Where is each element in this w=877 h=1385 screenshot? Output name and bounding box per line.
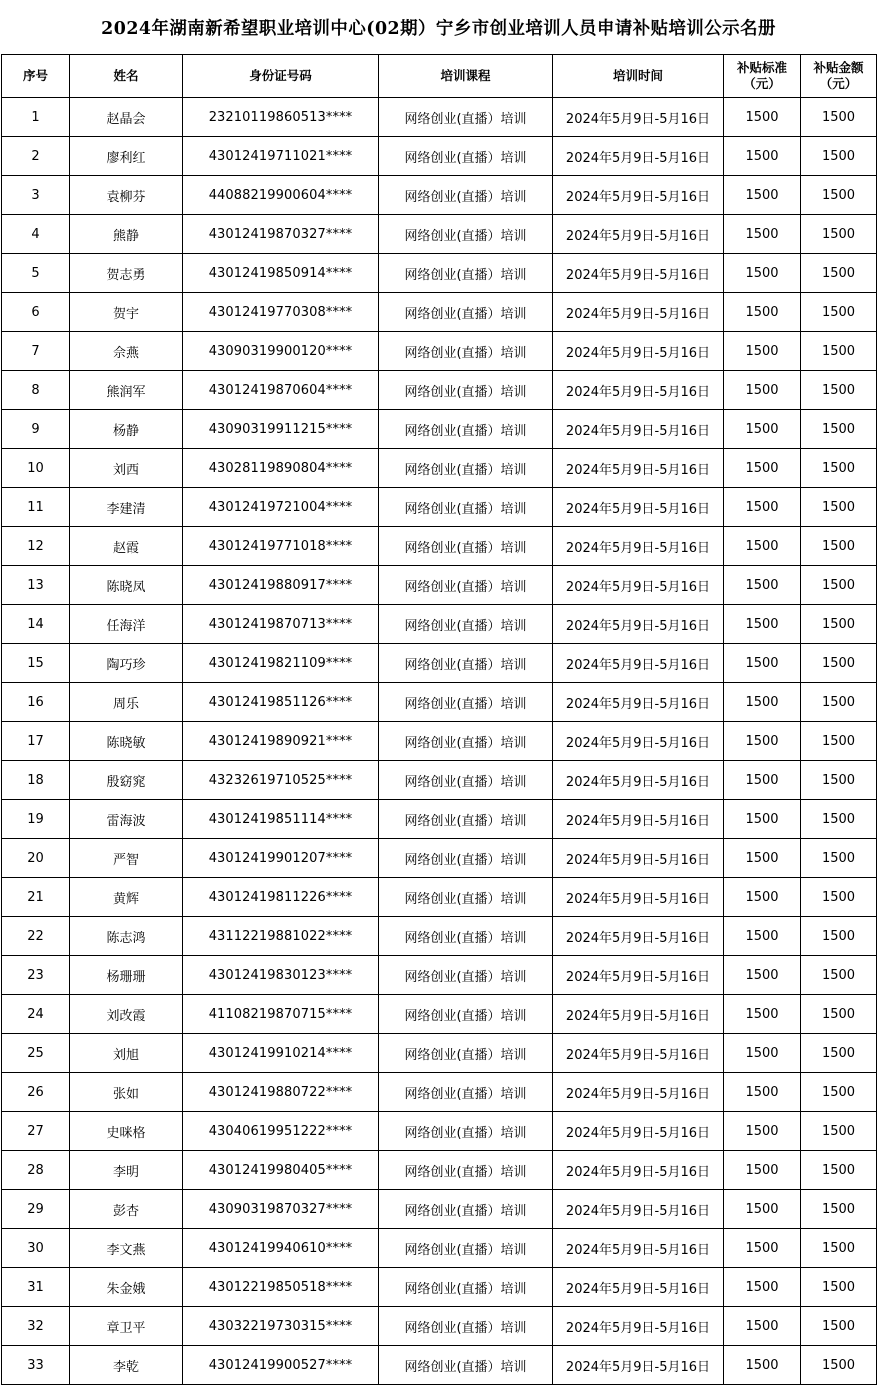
table-row	[2, 1190, 877, 1229]
page-title: 2024年湖南新希望职业培训中心(02期）宁乡市创业培训人员申请补贴培训公示名册	[101, 19, 776, 39]
cell-course: 网络创业(直播）培训	[379, 527, 553, 566]
cell-name: 李建清	[70, 488, 183, 527]
cell-id-number: 43012419771018****	[183, 527, 379, 566]
cell-name: 陈志鸿	[70, 917, 183, 956]
header-id-number: 身份证号码	[183, 55, 379, 98]
header-standard-line2: （元）	[743, 76, 781, 91]
cell-time: 2024年5月9日-5月16日	[553, 761, 724, 800]
cell-name: 陶巧珍	[70, 644, 183, 683]
cell-standard: 1500	[724, 956, 801, 995]
cell-standard: 1500	[724, 644, 801, 683]
cell-time: 2024年5月9日-5月16日	[553, 683, 724, 722]
cell-time: 2024年5月9日-5月16日	[553, 839, 724, 878]
cell-id-number: 43012419721004****	[183, 488, 379, 527]
cell-course: 网络创业(直播）培训	[379, 293, 553, 332]
cell-standard: 1500	[724, 839, 801, 878]
cell-amount: 1500	[801, 1229, 877, 1268]
cell-name: 周乐	[70, 683, 183, 722]
cell-time: 2024年5月9日-5月16日	[553, 137, 724, 176]
cell-standard: 1500	[724, 1151, 801, 1190]
cell-course: 网络创业(直播）培训	[379, 1151, 553, 1190]
cell-course: 网络创业(直播）培训	[379, 449, 553, 488]
cell-standard: 1500	[724, 605, 801, 644]
cell-amount: 1500	[801, 137, 877, 176]
cell-time: 2024年5月9日-5月16日	[553, 956, 724, 995]
cell-amount: 1500	[801, 683, 877, 722]
cell-time: 2024年5月9日-5月16日	[553, 1034, 724, 1073]
cell-amount: 1500	[801, 371, 877, 410]
cell-name: 刘西	[70, 449, 183, 488]
table-row	[2, 1073, 877, 1112]
cell-name: 袁柳芬	[70, 176, 183, 215]
cell-seq: 3	[2, 176, 70, 215]
cell-standard: 1500	[724, 332, 801, 371]
cell-time: 2024年5月9日-5月16日	[553, 644, 724, 683]
cell-course: 网络创业(直播）培训	[379, 1268, 553, 1307]
cell-course: 网络创业(直播）培训	[379, 1307, 553, 1346]
cell-amount: 1500	[801, 1034, 877, 1073]
cell-course: 网络创业(直播）培训	[379, 644, 553, 683]
cell-standard: 1500	[724, 293, 801, 332]
cell-course: 网络创业(直播）培训	[379, 1034, 553, 1073]
cell-amount: 1500	[801, 293, 877, 332]
cell-course: 网络创业(直播）培训	[379, 995, 553, 1034]
cell-name: 陈晓凤	[70, 566, 183, 605]
cell-course: 网络创业(直播）培训	[379, 956, 553, 995]
cell-amount: 1500	[801, 1346, 877, 1385]
cell-standard: 1500	[724, 761, 801, 800]
cell-standard: 1500	[724, 215, 801, 254]
cell-id-number: 43012419821109****	[183, 644, 379, 683]
cell-time: 2024年5月9日-5月16日	[553, 917, 724, 956]
cell-name: 章卫平	[70, 1307, 183, 1346]
cell-standard: 1500	[724, 566, 801, 605]
cell-course: 网络创业(直播）培训	[379, 566, 553, 605]
cell-id-number: 43012419980405****	[183, 1151, 379, 1190]
cell-time: 2024年5月9日-5月16日	[553, 293, 724, 332]
cell-name: 赵霞	[70, 527, 183, 566]
cell-amount: 1500	[801, 878, 877, 917]
header-standard-line1: 补贴标准	[736, 60, 787, 75]
cell-course: 网络创业(直播）培训	[379, 371, 553, 410]
cell-course: 网络创业(直播）培训	[379, 215, 553, 254]
header-row	[2, 55, 877, 98]
cell-name: 贺志勇	[70, 254, 183, 293]
cell-time: 2024年5月9日-5月16日	[553, 566, 724, 605]
cell-standard: 1500	[724, 488, 801, 527]
cell-seq: 5	[2, 254, 70, 293]
cell-amount: 1500	[801, 800, 877, 839]
cell-time: 2024年5月9日-5月16日	[553, 527, 724, 566]
header-amount-line2: （元）	[819, 76, 858, 91]
cell-course: 网络创业(直播）培训	[379, 839, 553, 878]
cell-amount: 1500	[801, 722, 877, 761]
cell-id-number: 43012419830123****	[183, 956, 379, 995]
cell-id-number: 43028119890804****	[183, 449, 379, 488]
roster-table	[1, 54, 877, 1385]
cell-seq: 12	[2, 527, 70, 566]
cell-name: 贺宇	[70, 293, 183, 332]
cell-seq: 10	[2, 449, 70, 488]
cell-time: 2024年5月9日-5月16日	[553, 722, 724, 761]
cell-id-number: 43012419770308****	[183, 293, 379, 332]
cell-name: 杨静	[70, 410, 183, 449]
cell-seq: 8	[2, 371, 70, 410]
cell-name: 李明	[70, 1151, 183, 1190]
table-row	[2, 293, 877, 332]
cell-standard: 1500	[724, 1307, 801, 1346]
cell-time: 2024年5月9日-5月16日	[553, 1112, 724, 1151]
cell-seq: 13	[2, 566, 70, 605]
cell-amount: 1500	[801, 1073, 877, 1112]
cell-seq: 33	[2, 1346, 70, 1385]
cell-time: 2024年5月9日-5月16日	[553, 1229, 724, 1268]
cell-seq: 21	[2, 878, 70, 917]
cell-id-number: 43040619951222****	[183, 1112, 379, 1151]
header-name: 姓名	[70, 55, 183, 98]
cell-seq: 32	[2, 1307, 70, 1346]
cell-standard: 1500	[724, 917, 801, 956]
cell-amount: 1500	[801, 605, 877, 644]
cell-standard: 1500	[724, 449, 801, 488]
cell-standard: 1500	[724, 800, 801, 839]
cell-standard: 1500	[724, 98, 801, 137]
cell-amount: 1500	[801, 98, 877, 137]
cell-time: 2024年5月9日-5月16日	[553, 1151, 724, 1190]
cell-id-number: 43012419711021****	[183, 137, 379, 176]
cell-seq: 23	[2, 956, 70, 995]
cell-time: 2024年5月9日-5月16日	[553, 605, 724, 644]
cell-name: 刘改霞	[70, 995, 183, 1034]
cell-id-number: 43012419900527****	[183, 1346, 379, 1385]
cell-id-number: 43012419851126****	[183, 683, 379, 722]
cell-seq: 20	[2, 839, 70, 878]
cell-seq: 15	[2, 644, 70, 683]
cell-seq: 17	[2, 722, 70, 761]
table-row	[2, 137, 877, 176]
cell-amount: 1500	[801, 254, 877, 293]
cell-amount: 1500	[801, 839, 877, 878]
cell-amount: 1500	[801, 566, 877, 605]
cell-name: 严智	[70, 839, 183, 878]
cell-id-number: 43012419851114****	[183, 800, 379, 839]
cell-standard: 1500	[724, 1268, 801, 1307]
cell-course: 网络创业(直播）培训	[379, 878, 553, 917]
cell-standard: 1500	[724, 410, 801, 449]
cell-name: 任海洋	[70, 605, 183, 644]
cell-time: 2024年5月9日-5月16日	[553, 410, 724, 449]
cell-time: 2024年5月9日-5月16日	[553, 215, 724, 254]
header-time: 培训时间	[553, 55, 724, 98]
cell-course: 网络创业(直播）培训	[379, 800, 553, 839]
table-row	[2, 566, 877, 605]
cell-standard: 1500	[724, 1034, 801, 1073]
cell-id-number: 43090319870327****	[183, 1190, 379, 1229]
roster-body	[2, 98, 877, 1385]
cell-seq: 29	[2, 1190, 70, 1229]
cell-amount: 1500	[801, 527, 877, 566]
cell-id-number: 43012219850518****	[183, 1268, 379, 1307]
cell-standard: 1500	[724, 683, 801, 722]
cell-time: 2024年5月9日-5月16日	[553, 1346, 724, 1385]
cell-id-number: 43012419870713****	[183, 605, 379, 644]
table-row	[2, 605, 877, 644]
cell-id-number: 43090319911215****	[183, 410, 379, 449]
cell-time: 2024年5月9日-5月16日	[553, 995, 724, 1034]
cell-id-number: 43112219881022****	[183, 917, 379, 956]
table-row	[2, 1112, 877, 1151]
cell-course: 网络创业(直播）培训	[379, 332, 553, 371]
cell-standard: 1500	[724, 527, 801, 566]
cell-seq: 27	[2, 1112, 70, 1151]
cell-course: 网络创业(直播）培训	[379, 254, 553, 293]
cell-time: 2024年5月9日-5月16日	[553, 488, 724, 527]
cell-amount: 1500	[801, 215, 877, 254]
table-row	[2, 1151, 877, 1190]
cell-amount: 1500	[801, 1307, 877, 1346]
cell-name: 李文燕	[70, 1229, 183, 1268]
cell-seq: 4	[2, 215, 70, 254]
cell-id-number: 41108219870715****	[183, 995, 379, 1034]
cell-id-number: 43012419850914****	[183, 254, 379, 293]
cell-course: 网络创业(直播）培训	[379, 1112, 553, 1151]
cell-standard: 1500	[724, 137, 801, 176]
cell-amount: 1500	[801, 1268, 877, 1307]
table-row	[2, 527, 877, 566]
table-row	[2, 839, 877, 878]
table-row	[2, 1307, 877, 1346]
cell-name: 张如	[70, 1073, 183, 1112]
cell-time: 2024年5月9日-5月16日	[553, 176, 724, 215]
cell-seq: 1	[2, 98, 70, 137]
table-row	[2, 1229, 877, 1268]
table-row	[2, 878, 877, 917]
cell-amount: 1500	[801, 1151, 877, 1190]
cell-course: 网络创业(直播）培训	[379, 98, 553, 137]
table-row	[2, 995, 877, 1034]
cell-course: 网络创业(直播）培训	[379, 761, 553, 800]
table-row	[2, 683, 877, 722]
cell-amount: 1500	[801, 332, 877, 371]
cell-name: 熊静	[70, 215, 183, 254]
cell-seq: 7	[2, 332, 70, 371]
cell-course: 网络创业(直播）培训	[379, 1073, 553, 1112]
cell-course: 网络创业(直播）培训	[379, 683, 553, 722]
cell-time: 2024年5月9日-5月16日	[553, 254, 724, 293]
table-row	[2, 371, 877, 410]
cell-id-number: 43012419910214****	[183, 1034, 379, 1073]
table-row	[2, 761, 877, 800]
cell-amount: 1500	[801, 644, 877, 683]
table-row	[2, 956, 877, 995]
cell-id-number: 23210119860513****	[183, 98, 379, 137]
cell-amount: 1500	[801, 410, 877, 449]
cell-id-number: 43012419940610****	[183, 1229, 379, 1268]
cell-name: 赵晶会	[70, 98, 183, 137]
header-course: 培训课程	[379, 55, 553, 98]
cell-time: 2024年5月9日-5月16日	[553, 1073, 724, 1112]
cell-standard: 1500	[724, 722, 801, 761]
cell-amount: 1500	[801, 956, 877, 995]
cell-course: 网络创业(直播）培训	[379, 1346, 553, 1385]
cell-course: 网络创业(直播）培训	[379, 1229, 553, 1268]
cell-name: 李乾	[70, 1346, 183, 1385]
cell-time: 2024年5月9日-5月16日	[553, 878, 724, 917]
cell-standard: 1500	[724, 1346, 801, 1385]
cell-course: 网络创业(直播）培训	[379, 917, 553, 956]
header-amount	[801, 55, 877, 98]
cell-course: 网络创业(直播）培训	[379, 722, 553, 761]
cell-seq: 24	[2, 995, 70, 1034]
table-row	[2, 1268, 877, 1307]
cell-name: 殷窈窕	[70, 761, 183, 800]
cell-seq: 2	[2, 137, 70, 176]
cell-standard: 1500	[724, 1190, 801, 1229]
cell-seq: 30	[2, 1229, 70, 1268]
cell-seq: 18	[2, 761, 70, 800]
cell-amount: 1500	[801, 449, 877, 488]
header-seq: 序号	[2, 55, 70, 98]
cell-name: 刘旭	[70, 1034, 183, 1073]
cell-time: 2024年5月9日-5月16日	[553, 800, 724, 839]
cell-standard: 1500	[724, 1073, 801, 1112]
cell-amount: 1500	[801, 1112, 877, 1151]
cell-course: 网络创业(直播）培训	[379, 410, 553, 449]
cell-name: 雷海波	[70, 800, 183, 839]
cell-standard: 1500	[724, 176, 801, 215]
cell-seq: 14	[2, 605, 70, 644]
cell-name: 熊润军	[70, 371, 183, 410]
cell-course: 网络创业(直播）培训	[379, 137, 553, 176]
header-amount-line1: 补贴金额	[813, 60, 864, 75]
cell-id-number: 43012419901207****	[183, 839, 379, 878]
table-row	[2, 332, 877, 371]
table-row	[2, 410, 877, 449]
table-row	[2, 917, 877, 956]
cell-course: 网络创业(直播）培训	[379, 1190, 553, 1229]
table-row	[2, 98, 877, 137]
table-row	[2, 1346, 877, 1385]
cell-name: 史咪格	[70, 1112, 183, 1151]
table-row	[2, 1034, 877, 1073]
cell-standard: 1500	[724, 995, 801, 1034]
cell-id-number: 43012419890921****	[183, 722, 379, 761]
table-row	[2, 722, 877, 761]
cell-name: 黄辉	[70, 878, 183, 917]
cell-amount: 1500	[801, 488, 877, 527]
cell-standard: 1500	[724, 878, 801, 917]
cell-seq: 22	[2, 917, 70, 956]
cell-name: 廖利红	[70, 137, 183, 176]
cell-seq: 9	[2, 410, 70, 449]
cell-id-number: 43232619710525****	[183, 761, 379, 800]
cell-time: 2024年5月9日-5月16日	[553, 1268, 724, 1307]
cell-seq: 16	[2, 683, 70, 722]
cell-time: 2024年5月9日-5月16日	[553, 98, 724, 137]
table-row	[2, 488, 877, 527]
cell-seq: 26	[2, 1073, 70, 1112]
cell-id-number: 43012419880917****	[183, 566, 379, 605]
cell-name: 杨珊珊	[70, 956, 183, 995]
cell-course: 网络创业(直播）培训	[379, 176, 553, 215]
table-row	[2, 215, 877, 254]
cell-amount: 1500	[801, 761, 877, 800]
cell-amount: 1500	[801, 995, 877, 1034]
cell-standard: 1500	[724, 1229, 801, 1268]
cell-course: 网络创业(直播）培训	[379, 488, 553, 527]
cell-name: 朱金娥	[70, 1268, 183, 1307]
cell-id-number: 43012419870327****	[183, 215, 379, 254]
table-row	[2, 800, 877, 839]
cell-time: 2024年5月9日-5月16日	[553, 332, 724, 371]
cell-seq: 28	[2, 1151, 70, 1190]
cell-id-number: 43032219730315****	[183, 1307, 379, 1346]
cell-name: 陈晓敏	[70, 722, 183, 761]
cell-seq: 11	[2, 488, 70, 527]
cell-id-number: 43090319900120****	[183, 332, 379, 371]
cell-id-number: 43012419880722****	[183, 1073, 379, 1112]
cell-time: 2024年5月9日-5月16日	[553, 371, 724, 410]
table-row	[2, 644, 877, 683]
cell-time: 2024年5月9日-5月16日	[553, 1307, 724, 1346]
cell-time: 2024年5月9日-5月16日	[553, 1190, 724, 1229]
cell-name: 佘燕	[70, 332, 183, 371]
table-row	[2, 449, 877, 488]
cell-standard: 1500	[724, 371, 801, 410]
cell-time: 2024年5月9日-5月16日	[553, 449, 724, 488]
cell-standard: 1500	[724, 254, 801, 293]
cell-amount: 1500	[801, 176, 877, 215]
cell-id-number: 43012419811226****	[183, 878, 379, 917]
cell-course: 网络创业(直播）培训	[379, 605, 553, 644]
cell-seq: 25	[2, 1034, 70, 1073]
cell-amount: 1500	[801, 917, 877, 956]
cell-seq: 6	[2, 293, 70, 332]
table-row	[2, 254, 877, 293]
cell-id-number: 43012419870604****	[183, 371, 379, 410]
cell-standard: 1500	[724, 1112, 801, 1151]
cell-amount: 1500	[801, 1190, 877, 1229]
cell-name: 彭杏	[70, 1190, 183, 1229]
cell-id-number: 44088219900604****	[183, 176, 379, 215]
cell-seq: 31	[2, 1268, 70, 1307]
header-standard	[724, 55, 801, 98]
table-row	[2, 176, 877, 215]
cell-seq: 19	[2, 800, 70, 839]
